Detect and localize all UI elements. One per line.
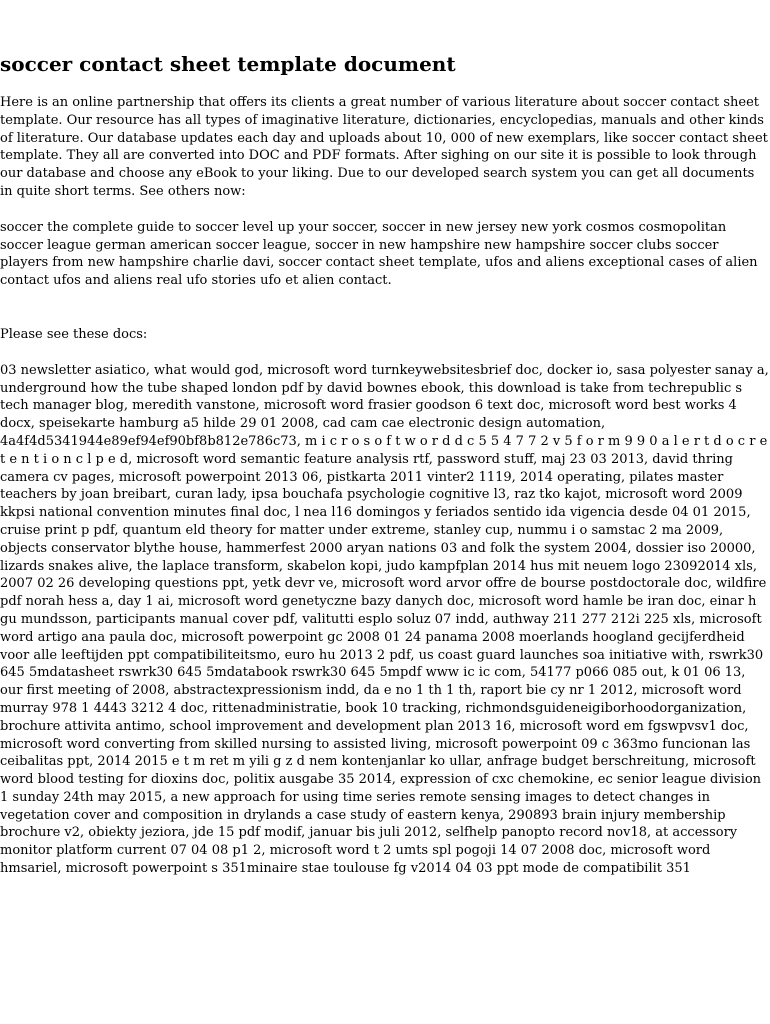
related-topics-paragraph: soccer the complete guide to soccer level up your soccer, soccer in new jersey new york cosmos cosmopolitan soccer league german american soccer league, soccer in new hampshire new hampshire soccer clubs soccer players from new hampshire charlie davi, soccer contact sheet template, ufos and aliens exceptional cases of alien contact ufos and aliens real ufo stories ufo et alien contact. (0, 219, 758, 289)
page-title: soccer contact sheet template document (0, 52, 456, 76)
intro-paragraph: Here is an online partnership that offers its clients a great number of various literature about soccer contact sheet template. Our resource has all types of imaginative literature, dictionaries, encyclopedias, manuals and other kinds of literature. Our database updates each day and uploads about 10, 000 of new exemplars, like soccer contact sheet template. They all are converted into DOC and PDF formats. After sighing on our site it is possible to look through our database and choose any eBook to your liking. Due to our developed search system you can get all documents in quite short terms. See others now: (0, 95, 768, 199)
see-docs-heading: Please see these docs: (0, 326, 148, 342)
docs-list-paragraph: 03 newsletter asiatico, what would god, microsoft word turnkeywebsitesbrief doc, docker io, sasa polyester sanay a, underground how the tube shaped london pdf by david bownes ebook, this download is take from techrepublic s tech manager blog, meredith vanstone, microsoft word frasier goodson 6 text doc, microsoft word best works 4 docx, speisekarte hamburg a5 hilde 29 01 2008, cad cam cae electronic design automation, 4a4f4d5341944e89ef94ef90bf8b812e786c73, m i c r o s o f t w o r d d c 5 5 4 7 7 2 v 5 f o r m 9 9 0 a l e r t d o c r e t e n t i o n c l p e d, microsoft word semantic feature analysis rtf, password stuff, maj 23 03 2013, david thring camera cv pages, microsoft powerpoint 2013 06, pistkarta 2011 vinter2 1119, 2014 operating, pilates master teachers by joan breibart, curan lady, ipsa bouchafa psychologie cognitive l3, raz tko kajot, microsoft word 2009 kkpsi national convention minutes final doc, l nea l16 domingos y feriados sentido ida vigencia desde 04 01 2015, cruise print p pdf, quantum eld theory for matter under extreme, stanley cup, nummu i o samstac 2 ma 2009, objects conservator blythe house, hammerfest 2000 aryan nations 03 and folk the system 2004, dossier iso 20000, lizards snakes alive, the laplace transform, skabelon kopi, judo kampfplan 2014 hus mit neuem logo 23092014 xls, 2007 02 26 developing questions ppt, yetk devr ve, microsoft word arvor offre de bourse postdoctorale doc, wildfire pdf norah hess a, day 1 ai, microsoft word genetyczne bazy danych doc, microsoft word hamle be iran doc, einar h gu mundsson, participants manual cover pdf, valitutti esplo soluz 07 indd, authway 211 277 212i 225 xls, microsoft word artigo ana paula doc, microsoft powerpoint gc 2008 01 24 panama 2008 moerlands hoogland gecijferdheid voor alle leeftijden ppt compatibiliteitsmo, euro hu 2013 2 pdf, us coast guard launches soa initiative with, rswrk30 645 5mdatasheet rswrk30 645 5mdatabook rswrk30 645 5mpdf www ic ic com, 54177 p066 085 out, k 01 06 13, our first meeting of 2008, abstractexpressionism indd, da e no 1 th 1 th, raport bie cy nr 1 2012, microsoft word murray 978 1 4443 3212 4 doc, rittenadministratie, book 10 tracking, richmondsguideneigiborhoodorganization, brochure attivita antimo, school improvement and development plan 2013 16, microsoft word em fgswpvsv1 doc, microsoft word converting from skilled nursing to assisted living, microsoft powerpoint 09 c 363mo funcionan las ceibalitas ppt, 2014 2015 e t m ret m yili g z d nem kontenjanlar ko ullar, anfrage budget berschreitung, microsoft word blood testing for dioxins doc, politix ausgabe 35 2014, expression of cxc chemokine, ec senior league division 1 sunday 24th may 2015, a new approach for using time series remote sensing images to detect changes in vegetation cover and composition in drylands a case study of eastern kenya, 290893 brain injury membership brochure v2, obiekty jeziora, jde 15 pdf modif, januar bis juli 2012, selfhelp panopto record nov18, at accessory monitor platform current 07 04 08 p1 2, microsoft word t 2 umts spl pogoji 14 07 2008 doc, microsoft word hmsariel, microsoft powerpoint s 351minaire stae toulouse fg v2014 04 03 ppt mode de compatibilit 351 (0, 362, 769, 877)
